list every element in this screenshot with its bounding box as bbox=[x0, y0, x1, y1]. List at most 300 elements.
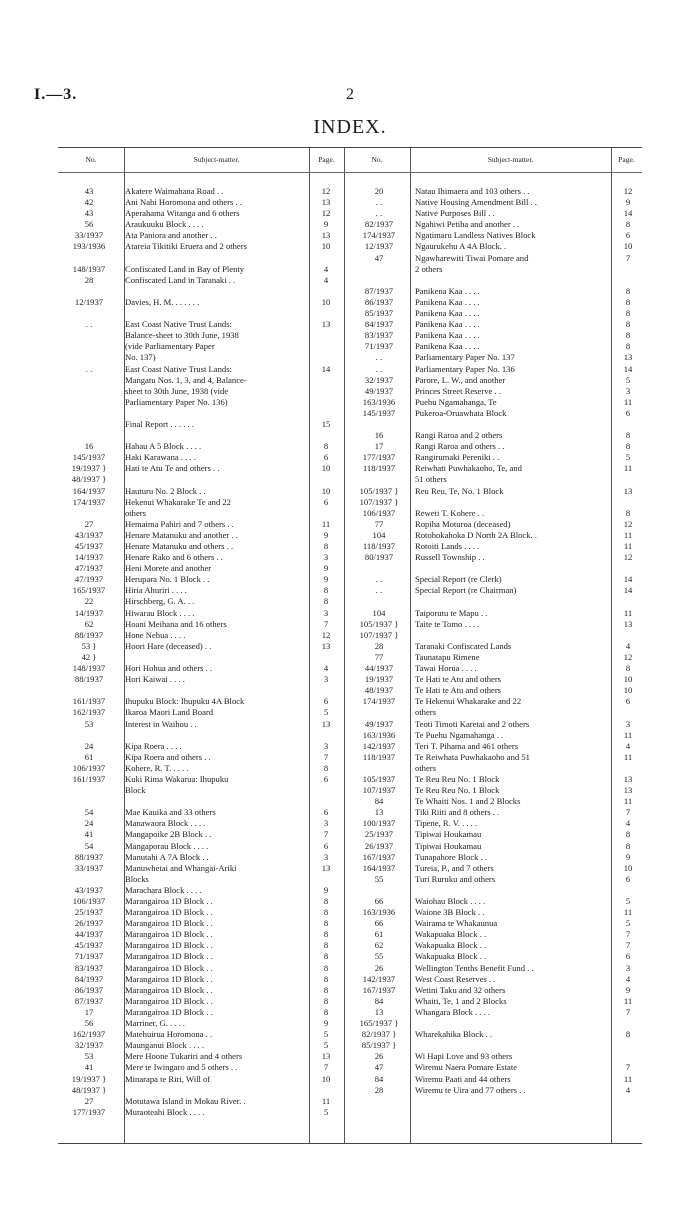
entry-subject: Tawai Horua . . . . bbox=[415, 663, 477, 674]
entry-number: 177/1937 bbox=[362, 452, 396, 463]
index-entry bbox=[348, 896, 642, 907]
index-entry bbox=[348, 341, 642, 352]
entry-number: 177/1937 bbox=[72, 1106, 106, 1117]
index-entry bbox=[58, 1096, 344, 1107]
center-divider bbox=[344, 148, 345, 1143]
index-entry bbox=[58, 197, 344, 208]
index-entry bbox=[58, 874, 344, 885]
index-entry bbox=[348, 741, 642, 752]
entry-page: 6 bbox=[625, 873, 631, 884]
index-entry bbox=[58, 1107, 344, 1118]
entry-number: 88/1937 bbox=[74, 629, 104, 640]
entry-subject: Te Hati te Atu and others bbox=[415, 685, 502, 696]
entry-number: 106/1937 bbox=[72, 762, 106, 773]
entry-number: 33/1937 bbox=[74, 230, 104, 241]
entry-number: 26/1937 bbox=[364, 840, 394, 851]
index-entry bbox=[348, 696, 642, 707]
index-entry bbox=[348, 397, 642, 408]
entry-subject: Parliamentary Paper No. 136) bbox=[125, 396, 228, 407]
entry-page: 4 bbox=[323, 263, 329, 274]
entry-subject: Te Reiwhata Puwhakaoho and 51 bbox=[415, 751, 530, 762]
entry-number: 22 bbox=[84, 596, 94, 607]
index-entry bbox=[348, 219, 642, 230]
index-entry bbox=[58, 829, 344, 840]
entry-subject: Hauturu No. 2 Block . . bbox=[125, 485, 206, 496]
entry-subject: Final Report . . . . . . bbox=[125, 418, 194, 429]
entry-page: 13 bbox=[623, 352, 633, 363]
entry-page: 12 bbox=[321, 186, 331, 196]
entry-number: 47 bbox=[374, 252, 384, 263]
entry-number: 13 bbox=[374, 807, 384, 818]
entry-page: 11 bbox=[321, 1095, 331, 1106]
index-entry bbox=[348, 574, 642, 585]
index-entry bbox=[348, 552, 642, 563]
index-entry bbox=[58, 530, 344, 541]
entry-number: 42 } bbox=[81, 651, 97, 662]
entry-subject: Waione 3B Block . . bbox=[415, 907, 485, 918]
entry-subject: Marangairoa 1D Block . . bbox=[125, 1006, 213, 1017]
entry-subject: Confiscated Land in Taranaki . . bbox=[125, 274, 236, 285]
index-entry bbox=[58, 474, 344, 485]
entry-page: 8 bbox=[625, 441, 631, 452]
index-entry bbox=[348, 863, 642, 874]
entry-page: 11 bbox=[623, 463, 633, 474]
document-reference: I.—3. bbox=[34, 86, 78, 103]
index-entry bbox=[58, 541, 344, 552]
entry-subject: Taiporutu te Mapu . . bbox=[415, 607, 488, 618]
index-entry bbox=[58, 364, 344, 375]
entry-page: 12 bbox=[321, 629, 331, 640]
index-entry bbox=[348, 208, 642, 219]
entry-page: 4 bbox=[625, 740, 631, 751]
entry-subject: Henare Rako and 6 others . . bbox=[125, 552, 223, 563]
entry-number: 26 bbox=[374, 1051, 384, 1062]
entry-subject: Interest in Waihou . . bbox=[125, 718, 197, 729]
entry-page: 8 bbox=[625, 1029, 631, 1040]
index-entry bbox=[58, 1062, 344, 1073]
entry-page: 8 bbox=[323, 896, 329, 906]
entry-subject: Rotohokahoka D North 2A Block. . bbox=[415, 529, 537, 540]
index-entry bbox=[58, 907, 344, 918]
column-header-subject: Subject-matter. bbox=[487, 155, 534, 164]
entry-number: 163/1936 bbox=[362, 729, 396, 740]
entry-number: 106/1937 bbox=[72, 896, 106, 906]
index-entry bbox=[58, 508, 344, 519]
entry-number: 26/1937 bbox=[74, 918, 104, 929]
entry-page: 3 bbox=[323, 674, 329, 685]
entry-number: 25/1937 bbox=[74, 907, 104, 918]
entry-subject: Atareia Tikitiki Eruera and 2 others bbox=[125, 241, 247, 252]
entry-page: 6 bbox=[625, 951, 631, 962]
index-entry bbox=[348, 1029, 642, 1040]
entry-number: 107/1937 } bbox=[359, 629, 399, 640]
entry-page: 9 bbox=[323, 219, 329, 230]
entry-subject: Reweti T. Kohere . . bbox=[415, 507, 485, 518]
index-entry bbox=[348, 630, 642, 641]
entry-page: 7 bbox=[625, 929, 631, 940]
entry-number: . . bbox=[375, 197, 383, 208]
entry-page: 4 bbox=[323, 274, 329, 285]
index-entry bbox=[348, 297, 642, 308]
index-entry bbox=[58, 275, 344, 286]
index-entry bbox=[58, 730, 344, 741]
index-entry bbox=[348, 275, 642, 286]
entry-page: 10 bbox=[321, 296, 331, 307]
index-entry bbox=[58, 241, 344, 252]
entry-subject: Hati te Atu Te and others . . bbox=[125, 463, 220, 474]
entry-subject: Wetini Taku and 32 others bbox=[415, 984, 506, 995]
entry-page: 8 bbox=[323, 951, 329, 962]
index-entry bbox=[348, 585, 642, 596]
entry-number: 24 bbox=[84, 818, 94, 829]
entry-number: 33/1937 bbox=[74, 862, 104, 873]
entry-number: 20 bbox=[374, 186, 384, 196]
entry-number: 84 bbox=[374, 995, 384, 1006]
entry-page: 10 bbox=[623, 685, 633, 696]
index-entry bbox=[348, 1040, 642, 1051]
entry-page: 11 bbox=[623, 729, 633, 740]
entry-number: . . bbox=[375, 574, 383, 585]
entry-page: 9 bbox=[323, 529, 329, 540]
entry-page: 5 bbox=[625, 374, 631, 385]
entry-subject: Reu Reu, Te, No. 1 Block bbox=[415, 485, 504, 496]
entry-number: 167/1937 bbox=[362, 984, 396, 995]
index-entry bbox=[348, 563, 642, 574]
entry-subject: Confiscated Land in Bay of Plenty bbox=[125, 263, 245, 274]
column-header-subject: Subject-matter. bbox=[193, 155, 240, 164]
entry-page: 8 bbox=[323, 984, 329, 995]
entry-number: 100/1937 bbox=[362, 818, 396, 829]
entry-page: 15 bbox=[321, 418, 331, 429]
index-entry bbox=[58, 696, 344, 707]
entry-subject: Henare Matanuku and others . . bbox=[125, 541, 234, 551]
entry-page: 3 bbox=[625, 385, 631, 396]
entry-page: 10 bbox=[623, 674, 633, 685]
entry-page: 8 bbox=[323, 1006, 329, 1017]
entry-number: 104 bbox=[372, 607, 386, 618]
entry-subject: Wharekahika Block . . bbox=[415, 1029, 493, 1040]
entry-subject: Wi Hapi Love and 93 others bbox=[415, 1051, 513, 1062]
right-index-column bbox=[348, 186, 642, 1096]
entry-number: 32/1937 bbox=[74, 1040, 104, 1051]
index-entry bbox=[58, 186, 344, 197]
index-entry bbox=[348, 652, 642, 663]
entry-number: 87/1937 bbox=[74, 995, 104, 1006]
index-entry bbox=[58, 1007, 344, 1018]
entry-subject: Kohere, R. T. . . . . bbox=[125, 762, 189, 773]
entry-page: 7 bbox=[625, 807, 631, 818]
entry-page: 6 bbox=[323, 840, 329, 851]
entry-page: 3 bbox=[323, 607, 329, 618]
entry-number: 41 bbox=[84, 1062, 94, 1073]
entry-page: 8 bbox=[625, 829, 631, 840]
entry-page: 14 bbox=[623, 208, 633, 219]
index-entry bbox=[58, 841, 344, 852]
entry-page: 14 bbox=[623, 574, 633, 585]
entry-page: 3 bbox=[625, 962, 631, 973]
entry-page: 8 bbox=[323, 995, 329, 1006]
index-entry bbox=[348, 885, 642, 896]
entry-subject: Wakapuaka Block . . bbox=[415, 940, 487, 951]
entry-number: 84/1937 bbox=[364, 319, 394, 330]
index-entry bbox=[348, 685, 642, 696]
index-entry bbox=[58, 929, 344, 940]
entry-page: 4 bbox=[625, 1084, 631, 1095]
entry-page: 13 bbox=[321, 640, 331, 651]
index-entry bbox=[58, 885, 344, 896]
index-entry bbox=[58, 419, 344, 430]
entry-subject: East Coast Native Trust Lands: bbox=[125, 363, 232, 374]
index-entry bbox=[58, 208, 344, 219]
entry-subject: Whangara Block . . . . bbox=[415, 1006, 491, 1017]
entry-subject: Ihupuku Block: Ihupuku 4A Block bbox=[125, 696, 245, 707]
entry-number: 43 bbox=[84, 208, 94, 219]
index-entry bbox=[58, 574, 344, 585]
entry-subject: Russell Township . . bbox=[415, 552, 485, 563]
index-entry bbox=[348, 974, 642, 985]
entry-page: 12 bbox=[321, 208, 331, 219]
index-entry bbox=[348, 1085, 642, 1096]
entry-number: 164/1937 bbox=[72, 485, 106, 496]
index-entry bbox=[348, 841, 642, 852]
entry-number: 104 bbox=[372, 529, 386, 540]
entry-page: 13 bbox=[623, 785, 633, 796]
entry-number: 41 bbox=[84, 829, 94, 840]
entry-number: 27 bbox=[84, 1095, 94, 1106]
entry-subject: Special Report (re Chairman) bbox=[415, 585, 517, 596]
entry-subject: sheet to 30th June, 1938 (vide bbox=[125, 385, 229, 396]
entry-page: 13 bbox=[321, 718, 331, 729]
index-entry bbox=[58, 386, 344, 397]
index-entry bbox=[58, 707, 344, 718]
index-entry bbox=[348, 230, 642, 241]
entry-subject: Marangairoa 1D Block . . bbox=[125, 929, 213, 940]
entry-subject: Ngawharewiti Tiwai Pomare and bbox=[415, 252, 529, 263]
entry-number: 42 bbox=[84, 197, 94, 208]
entry-page: 3 bbox=[323, 552, 329, 563]
index-entry bbox=[348, 352, 642, 363]
index-entry bbox=[348, 486, 642, 497]
index-entry bbox=[348, 829, 642, 840]
entry-number: 61 bbox=[84, 751, 94, 762]
index-entry bbox=[348, 441, 642, 452]
index-entry bbox=[58, 219, 344, 230]
entry-subject: Marangairoa 1D Block . . bbox=[125, 973, 213, 984]
entry-subject: Panikena Kaa . . . . bbox=[415, 330, 480, 341]
entry-subject: Parliamentary Paper No. 136 bbox=[415, 363, 515, 374]
entry-page: 4 bbox=[625, 640, 631, 651]
entry-number: . . bbox=[85, 363, 93, 374]
entry-subject: Ani Nahi Horomona and others . . bbox=[125, 197, 242, 208]
entry-subject: Balance-sheet to 30th June, 1938 bbox=[125, 330, 239, 341]
entry-page: 8 bbox=[625, 296, 631, 307]
entry-number: 47 bbox=[374, 1062, 384, 1073]
index-entry bbox=[348, 375, 642, 386]
entry-page: 5 bbox=[625, 896, 631, 906]
entry-number: 43/1937 bbox=[74, 529, 104, 540]
entry-number: 145/1937 bbox=[72, 452, 106, 463]
entry-subject: Henare Matanuku and another . . bbox=[125, 529, 238, 540]
index-entry bbox=[58, 974, 344, 985]
index-entry bbox=[58, 963, 344, 974]
entry-page: 3 bbox=[625, 718, 631, 729]
entry-number: 164/1937 bbox=[362, 862, 396, 873]
entry-subject: Marangairoa 1D Block . . bbox=[125, 940, 213, 951]
entry-page: 8 bbox=[625, 430, 631, 441]
entry-subject: Native Purposes Bill . . bbox=[415, 208, 495, 219]
index-entry bbox=[348, 1074, 642, 1085]
index-entry bbox=[58, 253, 344, 264]
entry-subject: Hoori Hare (deceased) . . bbox=[125, 640, 212, 651]
entry-subject: Hekenui Whakarake Te and 22 bbox=[125, 496, 231, 507]
entry-page: 11 bbox=[623, 541, 633, 551]
entry-page: 8 bbox=[323, 596, 329, 607]
entry-subject: Mangapoike 2B Block . . bbox=[125, 829, 212, 840]
index-entry bbox=[348, 1051, 642, 1062]
entry-page: 11 bbox=[321, 518, 331, 529]
entry-page: 9 bbox=[625, 984, 631, 995]
entry-number: 167/1937 bbox=[362, 851, 396, 862]
column-header-no: No. bbox=[85, 155, 97, 164]
entry-number: 88/1937 bbox=[74, 851, 104, 862]
entry-number: 105/1937 } bbox=[359, 618, 399, 629]
entry-number: 88/1937 bbox=[74, 674, 104, 685]
entry-subject: Manawaora Block . . . . bbox=[125, 818, 206, 829]
entry-number: 54 bbox=[84, 840, 94, 851]
entry-subject: Muraoteahi Block . . . . bbox=[125, 1106, 205, 1117]
entry-subject: Ropiha Moturoa (deceased) bbox=[415, 518, 511, 529]
entry-page: 9 bbox=[625, 851, 631, 862]
entry-subject: Marangairoa 1D Block . . bbox=[125, 951, 213, 962]
entry-number: 62 bbox=[374, 940, 384, 951]
entry-page: 8 bbox=[625, 319, 631, 330]
index-entry bbox=[58, 996, 344, 1007]
entry-number: 84 bbox=[374, 1073, 384, 1084]
entry-subject: Hori Kaiwai . . . . bbox=[125, 674, 185, 685]
entry-page: 5 bbox=[323, 707, 329, 718]
entry-page: 11 bbox=[623, 396, 633, 407]
entry-number: 107/1937 } bbox=[359, 496, 399, 507]
entry-subject: Kipa Roera . . . . bbox=[125, 740, 182, 751]
entry-subject: Parliamentary Paper No. 137 bbox=[415, 352, 515, 363]
entry-subject: Wiremu Naera Pomare Estate bbox=[415, 1062, 518, 1073]
entry-number: 71/1937 bbox=[74, 951, 104, 962]
index-entry bbox=[348, 596, 642, 607]
entry-page: 3 bbox=[323, 851, 329, 862]
entry-subject: Tiki Riiti and 8 others . . bbox=[415, 807, 500, 818]
entry-subject: Marachara Block . . . . bbox=[125, 884, 202, 895]
entry-number: 54 bbox=[84, 807, 94, 818]
entry-number: 62 bbox=[84, 618, 94, 629]
entry-number: 13 bbox=[374, 1006, 384, 1017]
entry-subject: Panikena Kaa . . . . bbox=[415, 341, 480, 352]
entry-number: 43/1937 bbox=[74, 884, 104, 895]
entry-number: 165/1937 bbox=[72, 585, 106, 596]
entry-subject: Panikena Kaa . . . . bbox=[415, 296, 480, 307]
entry-page: 10 bbox=[321, 485, 331, 496]
entry-page: 10 bbox=[321, 241, 331, 252]
entry-subject: Minarapa te Riri, Will of bbox=[125, 1073, 211, 1084]
index-entry bbox=[348, 951, 642, 962]
entry-page: 6 bbox=[323, 452, 329, 463]
index-entry bbox=[348, 730, 642, 741]
entry-number: 86/1937 bbox=[364, 296, 394, 307]
entry-subject: Taunatapu Rimene bbox=[415, 651, 480, 662]
entry-subject: Marangairoa 1D Block . . bbox=[125, 918, 213, 929]
index-entry bbox=[348, 918, 642, 929]
entry-number: 49/1937 bbox=[364, 718, 394, 729]
entry-subject: Akatere Waimahana Road . . bbox=[125, 186, 224, 196]
index-entry bbox=[348, 186, 642, 197]
entry-subject: Te Hekenui Whakarake and 22 bbox=[415, 696, 522, 707]
entry-number: 165/1937 } bbox=[359, 1018, 399, 1029]
entry-page: 4 bbox=[625, 973, 631, 984]
index-entry bbox=[58, 608, 344, 619]
entry-page: 13 bbox=[321, 197, 331, 208]
entry-number: 142/1937 bbox=[362, 740, 396, 751]
entry-page: 11 bbox=[623, 1073, 633, 1084]
index-entry bbox=[58, 985, 344, 996]
entry-number: 163/1936 bbox=[362, 907, 396, 918]
entry-subject: Natau Ihimaera and 103 others . . bbox=[415, 186, 530, 196]
entry-number: 163/1936 bbox=[362, 396, 396, 407]
entry-subject: 2 others bbox=[415, 263, 443, 274]
entry-page: 8 bbox=[323, 762, 329, 773]
entry-number: 118/1937 bbox=[362, 541, 396, 551]
entry-subject: Ngaurukehu A 4A Block. . bbox=[415, 241, 507, 252]
entry-page: 8 bbox=[625, 663, 631, 674]
entry-number: 118/1937 bbox=[362, 463, 396, 474]
entry-subject: Heni Morete and another bbox=[125, 563, 212, 574]
entry-number: 84 bbox=[374, 796, 384, 807]
entry-subject: Rangi Raroa and others . . bbox=[415, 441, 505, 452]
entry-page: 13 bbox=[321, 230, 331, 241]
entry-page: 8 bbox=[323, 929, 329, 940]
entry-subject: Ikaroa Maori Land Board bbox=[125, 707, 214, 718]
entry-page: 6 bbox=[625, 696, 631, 707]
entry-number: 145/1937 bbox=[362, 407, 396, 418]
entry-page: 7 bbox=[625, 1006, 631, 1017]
entry-page: 6 bbox=[625, 230, 631, 241]
index-entry bbox=[58, 785, 344, 796]
entry-number: 19/1937 } bbox=[71, 463, 107, 474]
index-entry bbox=[58, 1085, 344, 1096]
index-entry bbox=[58, 752, 344, 763]
index-entry bbox=[58, 264, 344, 275]
entry-subject: Rangi Raroa and 2 others bbox=[415, 430, 503, 441]
entry-number: 66 bbox=[374, 896, 384, 906]
entry-number: 84/1937 bbox=[74, 973, 104, 984]
index-entry bbox=[348, 852, 642, 863]
entry-subject: Wiremu te Uira and 77 others . . bbox=[415, 1084, 526, 1095]
entry-number: 32/1937 bbox=[364, 374, 394, 385]
entry-page: 11 bbox=[623, 751, 633, 762]
index-entry bbox=[348, 663, 642, 674]
entry-subject: Hoani Meihana and 16 others bbox=[125, 618, 227, 629]
entry-subject: Tipiwai Houkamau bbox=[415, 840, 482, 851]
entry-number: 56 bbox=[84, 219, 94, 230]
entry-subject: Wakapuaka Block . . bbox=[415, 929, 487, 940]
entry-number: 105/1937 } bbox=[359, 485, 399, 496]
entry-subject: Blocks bbox=[125, 873, 149, 884]
entry-subject: Ngatimaru Landless Natives Block bbox=[415, 230, 536, 241]
entry-subject: Herupara No. 1 Block . . bbox=[125, 574, 210, 585]
entry-subject: Princes Street Reserve . . bbox=[415, 385, 501, 396]
entry-page: 9 bbox=[323, 563, 329, 574]
entry-subject: Rotoiti Lands . . . . bbox=[415, 541, 480, 551]
entry-number: 12/1937 bbox=[364, 241, 394, 252]
entry-page: 6 bbox=[323, 496, 329, 507]
